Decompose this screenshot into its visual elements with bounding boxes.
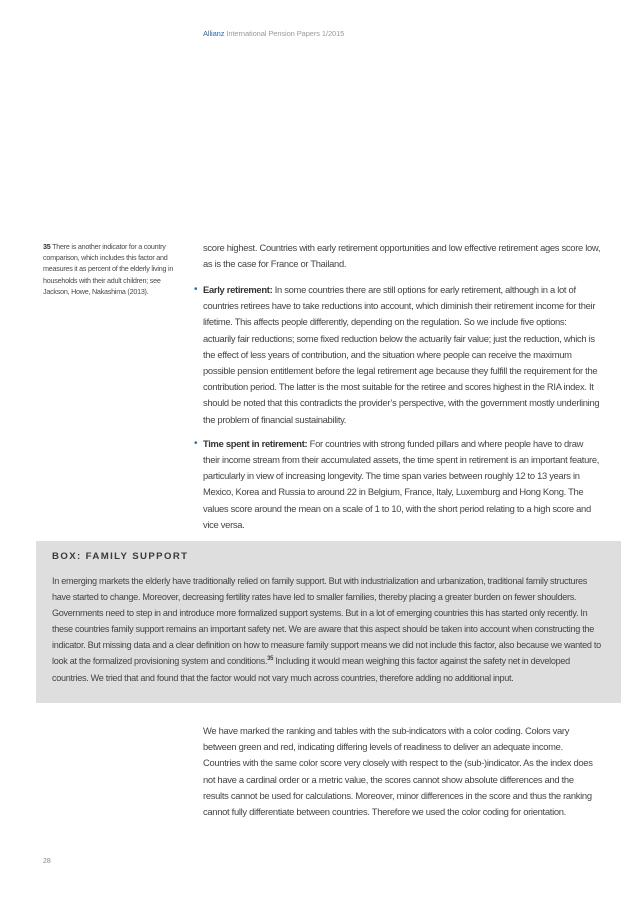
box-text-continued: Including it would mean weighing this factor against the safety net in developed countries. We tried that and found that the factor would not vary much across countries, therefore adding no additional input.	[52, 656, 570, 683]
header-issue: 1/2015	[321, 29, 345, 38]
bullet-term: Time spent in retirement:	[203, 437, 308, 449]
box-title: BOX: FAMILY SUPPORT	[52, 551, 189, 562]
intro-paragraph: score highest. Countries with early retirement opportunities and low effective retirement ages score low, as is the case for France or Thailand.	[203, 242, 601, 270]
box-text-main: In emerging markets the elderly have traditionally relied on family support. But with industrialization and urbanization, traditional family structures have started to change. Moreover, decreasing fertility rates have led to smaller families, thereby placing a greater burden on fewer shoulders. Governments need to step in and introduce more formalized support systems. But in a lot of emerging countries this has started only recently. In these countries family support remains an important safety net. We are aware that this aspect should be taken into account when constructing the indicator. But missing data and a clear definition on how to measure family support means we did not include this factor, also because we wanted to look at the formalized provisioning system and conditions.	[52, 576, 601, 667]
bullet-text: In some countries there are still options for early retirement, although in a lot of countries retirees have to take reductions into account, which diminish their retirement income for their lifetime. This affects people differently, depending on the regulation. So we include five options: actuarily fair reductions; some fixed reduction below the actuarily fair value; just the reduction, which is the effect of less years of contribution, and the situation where people can receive the maximum possible pension entitlement before the legal retirement age because they fulfill the requirement for the contribution period. The latter is the most suitable for the retiree and scores highest in the RIA index. It should be noted that this contradicts the provider’s perspective, with the government mostly underlining the problem of financial sustainability.	[203, 284, 600, 425]
closing-paragraph: We have marked the ranking and tables with the sub-indicators with a color coding. Colors vary between green and red, indicating differing levels of readiness to deliver an adequate income. Countries with the same color score very closely with respect to the (sub-)indicator. As the index does not have a cardinal order or a metric value, the scores cannot show absolute differences and the results cannot be used for calculations. Moreover, minor differences in the score and thus the ranking cannot fully differentiate between countries. Therefore we used the color coding for orientation.	[203, 725, 593, 818]
box-text	[52, 573, 605, 686]
bullet-early-retirement	[203, 282, 601, 428]
footnote-reference[interactable]: 35	[267, 656, 274, 663]
footnote-number: 35	[43, 242, 51, 251]
page-number: 28	[43, 858, 51, 865]
family-support-box	[36, 541, 621, 703]
header-brand: Allianz	[203, 29, 225, 38]
bullet-text: For countries with strong funded pillars and where people have to draw their income stream from their accumulated assets, the time spent in retirement is an important feature, particularly in view of increasing longevity. The time span varies between roughly 12 to 13 years in Mexico, Korea and Russia to around 22 in Belgium, France, Italy, Luxemburg and Hong Kong. The values score around the mean on a scale of 1 to 10, with the short period relating to a high score and vice versa.	[203, 437, 600, 530]
header-title: International Pension Papers	[226, 29, 320, 38]
running-header	[203, 29, 344, 38]
footnote-text: There is another indicator for a country comparison, which includes this factor and measures it as percent of the elderly living in households with their adult children; see Jackson, Howe, Nakashima (2013).	[43, 242, 174, 296]
bullet-term: Early retirement:	[203, 284, 273, 295]
bullet-list	[203, 282, 601, 541]
bullet-time-in-retirement	[203, 436, 601, 533]
sidenote-footnote	[43, 241, 188, 297]
